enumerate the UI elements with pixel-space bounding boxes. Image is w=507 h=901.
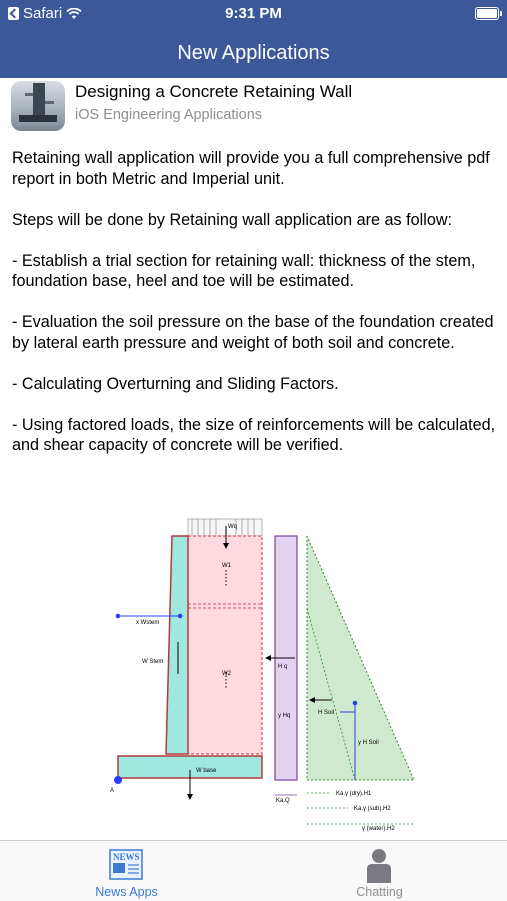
label-wq: Wq [228,524,237,530]
label-point-a: A [110,788,115,794]
label-water: γ (water).H2 [362,826,395,832]
retaining-wall-diagram [100,512,420,837]
description-paragraph: Steps will be done by Retaining wall application are as follow: [12,210,453,229]
status-bar [0,0,507,28]
tab-chatting[interactable] [253,841,506,901]
label-w-stem: W Stem [142,659,164,665]
label-ka-dry: Ka.γ (dry).H1 [336,791,372,797]
description-paragraph: Retaining wall application will provide you a full comprehensive pdf report in both Metric and Imperial unit. [12,149,490,188]
description-paragraph: - Using factored loads, the size of reinforcements will be calculated, and shear capacity of concrete will be verified. [12,415,496,454]
label-w2: W2 [222,671,231,677]
svg-text:NEWS: NEWS [113,852,140,862]
app-header[interactable] [0,78,507,136]
tab-news-apps[interactable] [0,841,253,901]
news-icon [107,847,145,883]
app-logo-icon [11,81,65,131]
carrier-label: Safari [23,5,63,22]
surcharge-load [188,519,262,536]
label-ka-q: Ka.Q [276,798,290,804]
label-x-wstem: x Wstem [136,620,160,626]
page-title: New Applications [177,42,330,64]
wall-stem [166,536,188,754]
app-description [12,148,500,476]
tab-label: Chatting [356,885,403,899]
label-ka-sub: Ka.γ (sub).H2 [354,806,391,812]
label-y-h-soil: y H Soil [358,740,379,746]
description-paragraph: - Establish a trial section for retaining wall: thickness of the stem, foundation base, heel and toe will be estimated. [12,251,476,290]
label-hq: H q [278,664,288,670]
description-paragraph: - Calculating Overturning and Sliding Factors. [12,374,339,393]
tab-label: News Apps [95,885,158,899]
label-w-base: W base [196,768,217,774]
navigation-bar [0,28,507,78]
app-publisher: iOS Engineering Applications [75,107,263,123]
tab-bar [0,840,507,901]
label-w1: W1 [222,563,231,569]
description-paragraph: - Evaluation the soil pressure on the base of the foundation created by lateral earth pressure and weight of both soil and concrete. [12,313,494,352]
label-y-hq: y Hq [278,713,291,719]
battery-icon [475,7,499,20]
person-icon [360,847,398,883]
app-title: Designing a Concrete Retaining Wall [75,82,353,101]
point-a-marker [115,777,122,784]
label-h-soil: H Soil [318,710,335,716]
retaining-wall-logo-icon [11,81,65,131]
status-time: 9:31 PM [225,5,282,22]
